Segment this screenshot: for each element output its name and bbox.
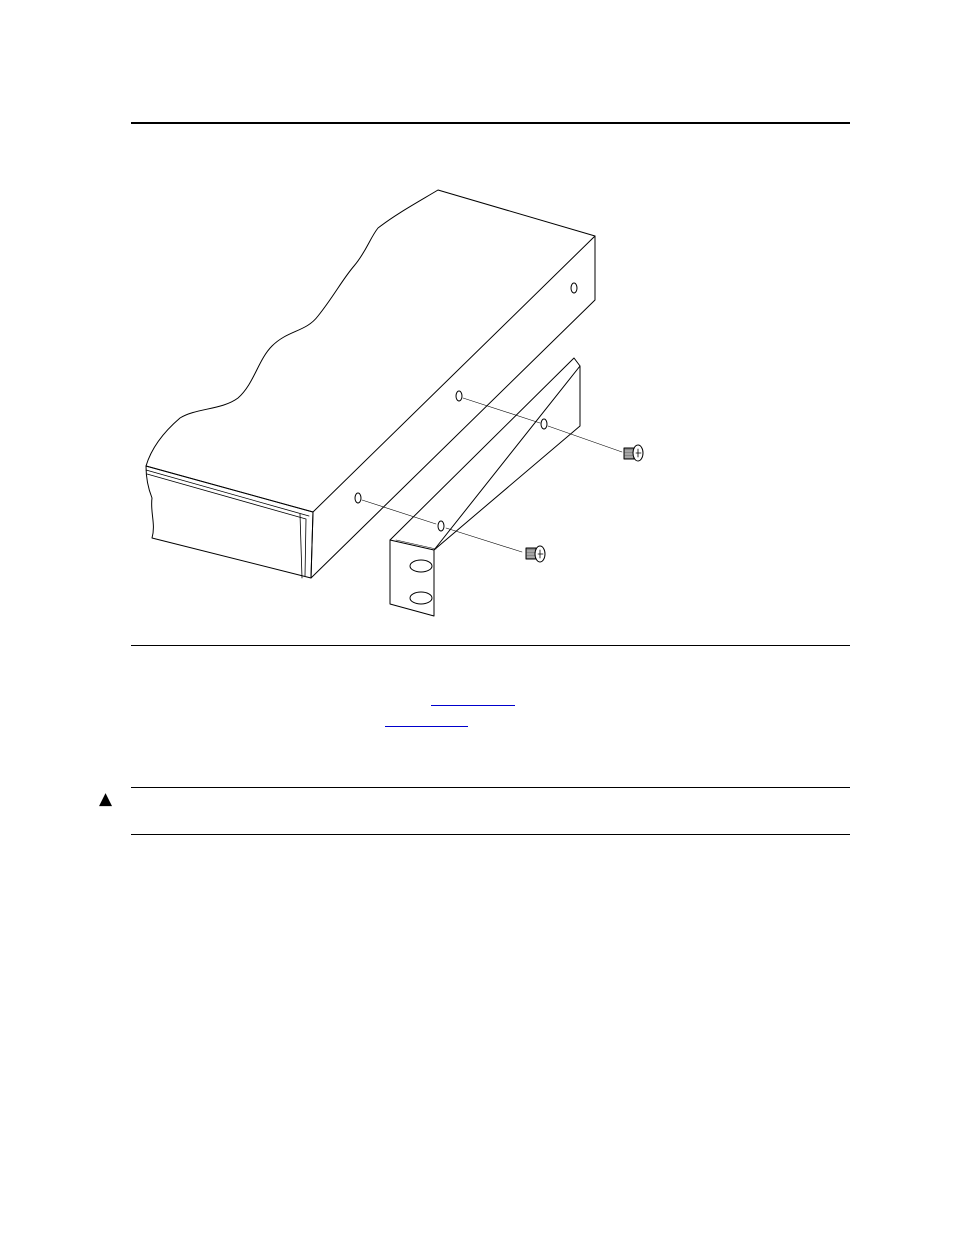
rack-mount-bracket [390,358,580,616]
chassis-hole [571,283,577,293]
bracket-hole [541,419,547,429]
screw [526,546,545,562]
cross-reference-link-2[interactable] [385,716,468,727]
chassis-hole [355,493,361,503]
bracket-hole [438,521,444,531]
figure-bottom-rule [131,645,850,646]
warning-triangle-icon: ▲ [99,789,113,809]
bracket-rack-hole [410,560,432,572]
chassis-hole [456,391,462,401]
screw [624,445,643,461]
bracket-rack-hole [410,592,432,604]
warning-bottom-rule [131,834,850,835]
warning-top-rule [131,787,850,788]
cross-reference-link-1[interactable] [431,695,515,706]
chassis-front-face [146,466,313,578]
chassis-top-face [146,190,595,512]
